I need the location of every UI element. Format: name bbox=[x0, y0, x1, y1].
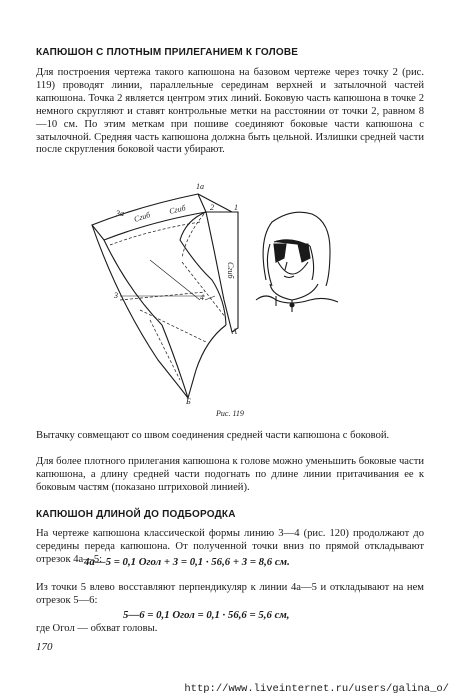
girl-in-hood-illustration bbox=[256, 212, 338, 312]
fold-label-top: Сгиб bbox=[132, 210, 152, 224]
watermark-url: http://www.liveinternet.ru/users/galina_o/ bbox=[184, 683, 449, 695]
formula-note: где Огол — обхват головы. bbox=[36, 623, 158, 634]
paragraph: Для построения чертежа такого капюшона на базовом чертеже через точку 2 (рис. 119) проводят линии, параллельные серединам верхней и затылочной частей капюшона. Точка 2 является центром этих линий. Боковую часть капюшона в точке 2 немного скругляют и ставят контрольные метки на расстоянии от точки 2, равном 8—10 см. По этим меткам при пошиве соединяют боковые части капюшона с затылочной. Средняя часть капюшона должна быть цельной. Излишки средней части после скругления боковой части убирают. bbox=[36, 67, 424, 156]
formula-5-6: 5—6 = 0,1 Огол = 0,1 · 56,6 = 5,6 см, bbox=[123, 609, 290, 621]
paragraph: Из точки 5 влево восставляют перпендикуляр к линии 4а—5 и откладывают на нем отрезок 5—6: bbox=[36, 582, 424, 606]
point-3-label: 3 bbox=[114, 291, 118, 300]
paragraph: Вытачку совмещают со швом соединения средней части капюшона с боковой. bbox=[36, 430, 390, 441]
paragraph: Для более плотного прилегания капюшона к голове можно уменьшить боковые части капюшона, а длину средней части подогнать по длине линии притачивания ее к боковым частям (показано штриховой линией). bbox=[36, 456, 424, 493]
section-heading: КАПЮШОН С ПЛОТНЫМ ПРИЛЕГАНИЕМ К ГОЛОВЕ bbox=[36, 47, 299, 58]
point-1a-label: 1а bbox=[196, 182, 204, 191]
paragraph: На чертеже капюшона классической формы линию 3—4 (рис. 120) продолжают до середины переда капюшона. От полученной точки вниз по прямой откладывают отрезок 4а—5: bbox=[36, 528, 424, 565]
fold-label-top-right: Сгиб bbox=[168, 203, 187, 216]
point-3a-label: 3а bbox=[116, 209, 124, 218]
formula-4a-5: 4а—5 = 0,1 Огол + 3 = 0,1 · 56,6 + 3 = 8,6 см. bbox=[84, 556, 290, 568]
page-number: 170 bbox=[36, 641, 53, 653]
figure-caption: Рис. 119 bbox=[216, 409, 244, 418]
section-heading-2: КАПЮШОН ДЛИНОЙ ДО ПОДБОРОДКА bbox=[36, 509, 236, 520]
fold-label-side: Сгиб bbox=[226, 262, 235, 279]
point-2-label: 2 bbox=[210, 203, 214, 212]
point-4-label: 4 bbox=[200, 293, 204, 302]
point-1-label: 1 bbox=[234, 203, 238, 212]
point-A-label: А bbox=[232, 327, 237, 336]
point-B-label: Б bbox=[186, 397, 191, 406]
